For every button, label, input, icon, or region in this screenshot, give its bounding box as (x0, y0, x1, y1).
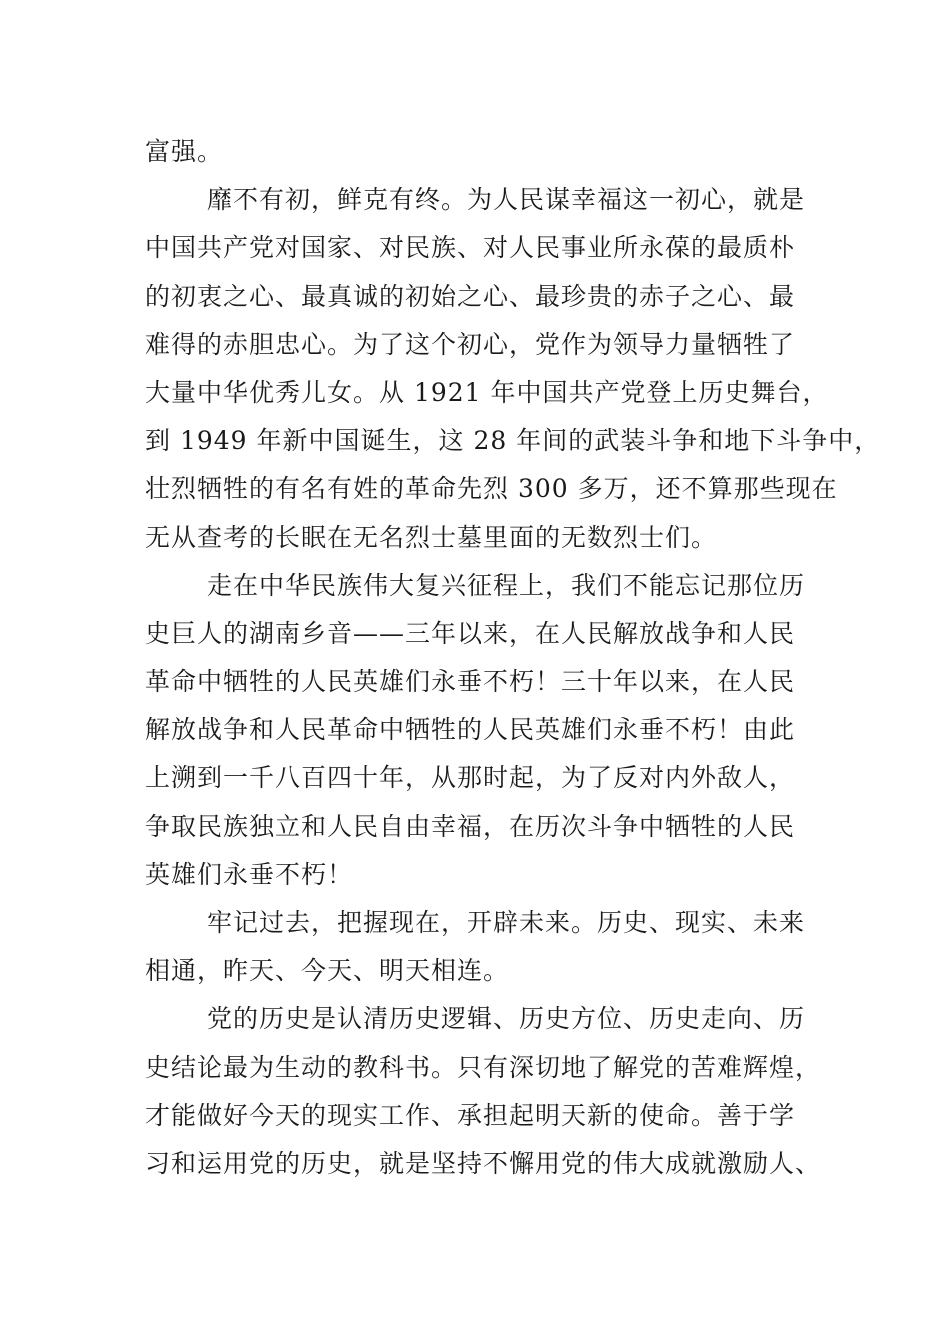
text-line: 无从查考的长眠在无名烈士墓里面的无数烈士们。 (145, 522, 718, 552)
text-line: 的初衷之心、最真诚的初始之心、最珍贵的赤子之心、最 (145, 281, 796, 311)
text-line: 壮烈牺牲的有名有姓的革命先烈 300 多万，还不算那些现在 (145, 474, 838, 504)
text-line: 史巨人的湖南乡音——三年以来，在人民解放战争和人民 (145, 618, 796, 648)
text-line: 到 1949 年新中国诞生，这 28 年间的武装斗争和地下斗争中， (145, 426, 881, 456)
text-line: 上溯到一千八百四十年，从那时起，为了反对内外敌人， (145, 763, 796, 793)
text-line: 相通，昨天、今天、明天相连。 (145, 956, 510, 986)
paragraph-start-line: 牢记过去，把握现在，开辟未来。历史、现实、未来 (207, 908, 806, 937)
text-line: 习和运用党的历史，就是坚持不懈用党的伟大成就激励人、 (145, 1148, 822, 1178)
text-line: 中国共产党对国家、对民族、对人民事业所永葆的最质朴 (145, 233, 796, 263)
text-line: 革命中牺牲的人民英雄们永垂不朽！三十年以来，在人民 (145, 667, 796, 697)
text-line: 难得的赤胆忠心。为了这个初心，党作为领导力量牺牲了 (145, 329, 796, 359)
text-line: 争取民族独立和人民自由幸福，在历次斗争中牺牲的人民 (145, 811, 796, 841)
text-line: 大量中华优秀儿女。从 1921 年中国共产党登上历史舞台， (145, 377, 829, 407)
text-line: 富强。 (145, 137, 224, 166)
text-line: 英雄们永垂不朽！ (145, 859, 354, 889)
text-line: 史结论最为生动的教科书。只有深切地了解党的苦难辉煌， (145, 1052, 822, 1082)
text-line: 才能做好今天的现实工作、承担起明天新的使命。善于学 (145, 1100, 796, 1130)
body-text (145, 128, 881, 1188)
paragraph-start-line: 靡不有初，鲜克有终。为人民谋幸福这一初心，就是 (207, 185, 806, 215)
paragraph-start-line: 走在中华民族伟大复兴征程上，我们不能忘记那位历 (207, 570, 806, 600)
paragraph-start-line: 党的历史是认清历史逻辑、历史方位、历史走向、历 (207, 1004, 806, 1034)
text-line: 解放战争和人民革命中牺牲的人民英雄们永垂不朽！由此 (145, 715, 796, 745)
